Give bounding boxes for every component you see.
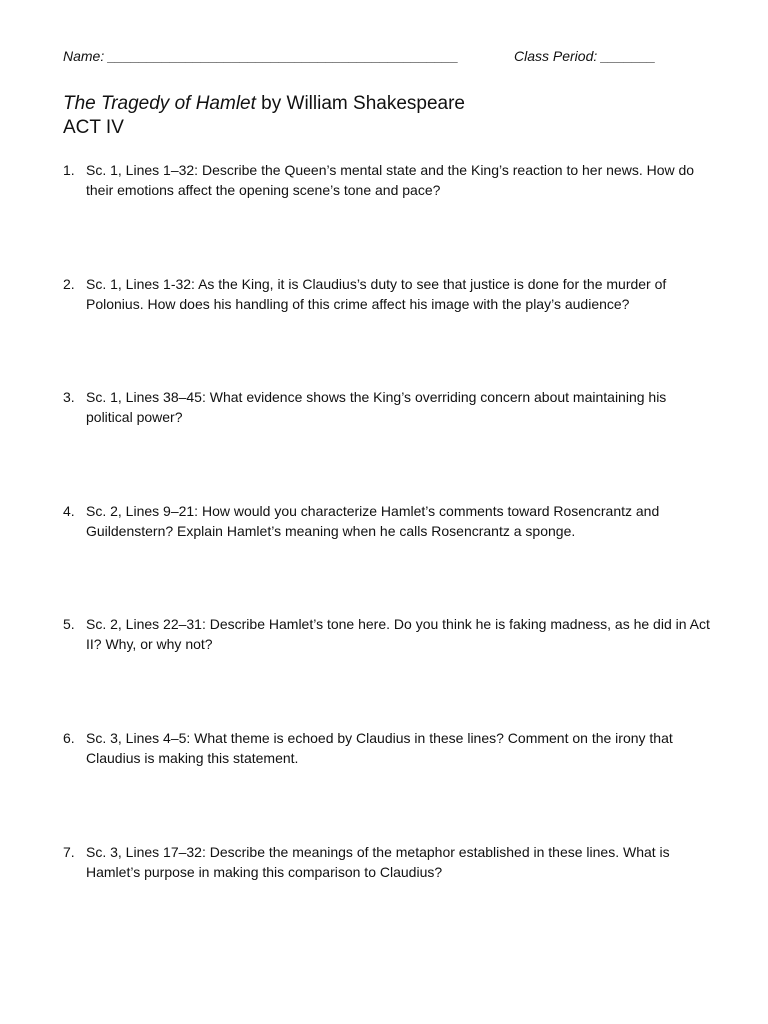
class-period-field: Class Period: _______ xyxy=(514,48,656,64)
question-item xyxy=(63,161,713,200)
question-text: Sc. 3, Lines 4–5: What theme is echoed by Claudius in these lines? Comment on the irony that Claudius is making this statement. xyxy=(86,730,673,766)
question-number: 7. xyxy=(63,844,75,860)
question-text: Sc. 1, Lines 1-32: As the King, it is Claudius’s duty to see that justice is done for the murder of Polonius. How does his handling of this crime affect his image with the play’s audience? xyxy=(86,276,667,312)
question-text: Sc. 3, Lines 17–32: Describe the meanings of the metaphor established in these lines. What is Hamlet’s purpose in making this comparison to Claudius? xyxy=(86,844,670,880)
question-number: 3. xyxy=(63,389,75,405)
author-line: by William Shakespeare xyxy=(255,93,465,114)
question-text: Sc. 1, Lines 1–32: Describe the Queen’s mental state and the King’s reaction to her news. How do their emotions affect the opening scene’s tone and pace? xyxy=(86,162,695,198)
question-item xyxy=(63,729,713,768)
act-heading: ACT IV xyxy=(63,117,124,138)
question-number: 6. xyxy=(63,730,75,746)
question-text: Sc. 1, Lines 38–45: What evidence shows the King’s overriding concern about maintaining his political power? xyxy=(86,389,667,425)
question-item xyxy=(63,275,713,314)
question-item xyxy=(63,388,713,427)
question-number: 2. xyxy=(63,276,75,292)
question-item xyxy=(63,615,713,654)
question-text: Sc. 2, Lines 9–21: How would you characterize Hamlet’s comments toward Rosencrantz and Guildenstern? Explain Hamlet’s meaning when he calls Rosencrantz a sponge. xyxy=(86,503,660,539)
question-item xyxy=(63,843,713,882)
name-field: Name: _____________________________________________ xyxy=(63,48,459,64)
question-item xyxy=(63,502,713,541)
question-number: 4. xyxy=(63,503,75,519)
question-number: 5. xyxy=(63,616,75,632)
play-title: The Tragedy of Hamlet xyxy=(63,93,256,114)
question-text: Sc. 2, Lines 22–31: Describe Hamlet’s tone here. Do you think he is faking madness, as he did in Act II? Why, or why not? xyxy=(86,616,710,652)
worksheet-title xyxy=(63,92,465,140)
question-number: 1. xyxy=(63,162,75,178)
title-line xyxy=(63,92,465,116)
